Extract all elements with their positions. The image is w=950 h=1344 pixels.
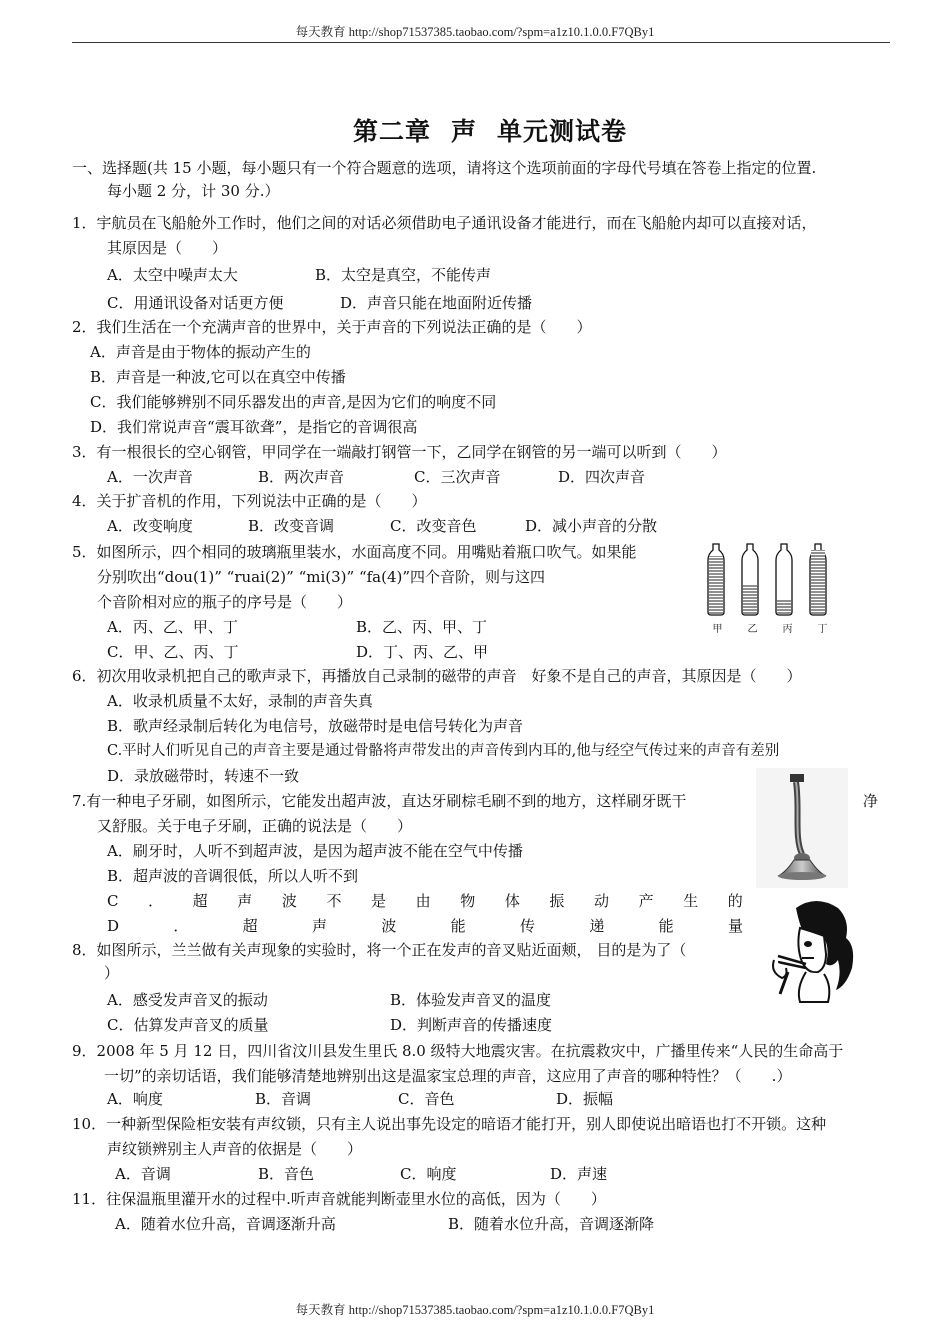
q7-stem-cont: 又舒服。关于电子牙刷，正确的说法是（ ） <box>97 817 413 835</box>
q10-stem: 10．一种新型保险柜安装有声纹锁，只有主人说出事先设定的暗语才能打开，别人即使说出暗语也打不开锁。这种 <box>72 1115 827 1133</box>
q10-option-d: D．声速 <box>550 1165 608 1183</box>
q9-option-b: B．音调 <box>255 1090 312 1108</box>
q1-stem: 1．宇航员在飞船舱外工作时，他们之间的对话必须借助电子通讯设备才能进行，而在飞船舱内却可以直接对话， <box>72 214 817 232</box>
q7-option-a: A．刷牙时，人听不到超声波，是因为超声波不能在空气中传播 <box>107 842 523 860</box>
page-footer: 每天教育 http://shop71537385.taobao.com/?spm=a1z10.1.0.0.F7QBy1 <box>295 1303 655 1317</box>
q10-stem-cont: 声纹锁辨别主人声音的依据是（ ） <box>107 1140 363 1158</box>
q9-stem: 9．2008 年 5 月 12 日，四川省汶川县发生里氏 8.0 级特大地震灾害。在抗震救灾中，广播里传来“人民的生命高于 <box>72 1042 844 1060</box>
q7-option-b: B．超声波的音调很低，所以人听不到 <box>107 867 359 885</box>
q8-stem: 8．如图所示，兰兰做有关声现象的实验时，将一个正在发声的音叉贴近面颊， 目的是为了（ <box>72 941 687 959</box>
q8-option-d: D．判断声音的传播速度 <box>390 1016 553 1034</box>
bottle-labels: 甲 乙 丙 丁 <box>712 624 828 635</box>
q2-option-c: C．我们能够辨别不同乐器发出的声音,是因为它们的响度不同 <box>90 393 497 411</box>
q4-option-c: C．改变音色 <box>390 517 477 535</box>
q9-stem-cont: 一切”的亲切话语，我们能够清楚地辨别出这是温家宝总理的声音，这应用了声音的哪种特性？（ .） <box>104 1067 792 1085</box>
q6-option-b: B．歌声经录制后转化为电信号，放磁带时是电信号转化为声音 <box>107 717 524 735</box>
q7-stem-end: 净 <box>863 792 879 810</box>
q5-option-b: B．乙、丙、甲、丁 <box>356 618 488 636</box>
q8-option-b: B．体验发声音叉的温度 <box>390 991 552 1009</box>
q5-option-d: D．丁、丙、乙、甲 <box>356 643 489 661</box>
section-heading-line1: 一、选择题(共 15 小题，每小题只有一个符合题意的选项，请将这个选项前面的字母代号填在答卷上指定的位置. <box>72 159 817 177</box>
q7-stem: 7.有一种电子牙刷，如图所示，它能发出超声波，直达牙刷棕毛刷不到的地方，这样刷牙既干 <box>72 792 687 810</box>
bottle-yi <box>742 544 758 615</box>
q8-option-a: A．感受发声音叉的振动 <box>107 991 268 1009</box>
q1-option-a: A．太空中噪声太大 <box>107 266 238 284</box>
q1-option-d: D．声音只能在地面附近传播 <box>340 294 533 312</box>
q9-option-d: D．振幅 <box>556 1090 614 1108</box>
q5-stem-cont: 分别吹出“dou(1)” “ruai(2)” “mi(3)” “fa(4)”四个音阶，则与这四 <box>97 568 546 586</box>
q3-option-d: D．四次声音 <box>558 468 646 486</box>
q4-stem: 4．关于扩音机的作用，下列说法中正确的是（ ） <box>72 492 427 510</box>
q8-option-c: C．估算发声音叉的质量 <box>107 1016 269 1034</box>
q10-option-b: B．音色 <box>258 1165 315 1183</box>
page-header: 每天教育 http://shop71537385.taobao.com/?spm=a1z10.1.0.0.F7QBy1 <box>295 25 655 39</box>
q1-option-b: B．太空是真空，不能传声 <box>315 266 492 284</box>
q5-option-a: A．丙、乙、甲、丁 <box>107 618 238 636</box>
q6-option-c: C.平时人们听见自己的声音主要是通过骨骼将声带发出的声音传到内耳的,他与经空气传过来的声音有差别 <box>107 743 780 759</box>
q2-stem: 2．我们生活在一个充满声音的世界中，关于声音的下列说法正确的是（ ） <box>72 318 592 336</box>
q10-option-c: C．响度 <box>400 1165 457 1183</box>
q9-option-c: C．音色 <box>398 1090 455 1108</box>
q1-option-c: C．用通讯设备对话更方便 <box>107 294 284 312</box>
bottle-ding <box>810 544 826 615</box>
girl-tuning-fork-figure <box>766 898 864 1006</box>
q2-option-b: B．声音是一种波,它可以在真空中传播 <box>90 368 346 386</box>
q1-stem-cont: 其原因是（ ） <box>107 239 228 257</box>
q3-option-b: B．两次声音 <box>258 468 345 486</box>
q3-stem: 3．有一根很长的空心钢管，甲同学在一端敲打钢管一下，乙同学在钢管的另一端可以听到（ ） <box>72 443 727 461</box>
q3-option-a: A．一次声音 <box>107 468 193 486</box>
q7-option-d: D ． 超 声 波 能 传 递 能 量 <box>107 917 743 935</box>
q8-stem-cont: ） <box>104 964 120 982</box>
q4-option-b: B．改变音调 <box>248 517 335 535</box>
bottle-jia <box>708 544 724 615</box>
q5-stem: 5．如图所示，四个相同的玻璃瓶里装水，水面高度不同。用嘴贴着瓶口吹气。如果能 <box>72 543 637 561</box>
q10-option-a: A．音调 <box>115 1165 171 1183</box>
bottle-bing <box>776 544 792 615</box>
q6-option-a: A．收录机质量不太好，录制的声音失真 <box>107 692 373 710</box>
q9-option-a: A．响度 <box>107 1090 163 1108</box>
q2-option-a: A．声音是由于物体的振动产生的 <box>90 343 311 361</box>
q11-stem: 11．往保温瓶里灌开水的过程中.听声音就能判断壶里水位的高低，因为（ ） <box>72 1190 606 1208</box>
q5-stem-cont2: 个音阶相对应的瓶子的序号是（ ） <box>97 593 353 611</box>
page-title: 第二章 声 单元测试卷 <box>352 117 628 146</box>
q7-option-c: C ． 超 声 波 不 是 由 物 体 振 动 产 生 的 <box>107 892 743 910</box>
bottles-figure <box>700 540 840 632</box>
q11-option-a: A．随着水位升高，音调逐渐升高 <box>115 1215 336 1233</box>
q11-option-b: B．随着水位升高，音调逐渐降 <box>448 1215 655 1233</box>
q4-option-a: A．改变响度 <box>107 517 193 535</box>
electric-toothbrush-figure <box>756 768 848 888</box>
q4-option-d: D．减小声音的分散 <box>525 517 658 535</box>
section-heading-line2: 每小题 2 分，计 30 分.） <box>107 182 280 200</box>
q6-option-d: D．录放磁带时，转速不一致 <box>107 767 300 785</box>
q5-option-c: C．甲、乙、丙、丁 <box>107 643 239 661</box>
header-rule <box>72 42 890 43</box>
q3-option-c: C．三次声音 <box>414 468 501 486</box>
q6-stem: 6．初次用收录机把自己的歌声录下，再播放自己录制的磁带的声音 好象不是自己的声音，其原因是（ ） <box>72 667 802 685</box>
q2-option-d: D．我们常说声音“震耳欲聋”，是指它的音调很高 <box>90 418 418 436</box>
